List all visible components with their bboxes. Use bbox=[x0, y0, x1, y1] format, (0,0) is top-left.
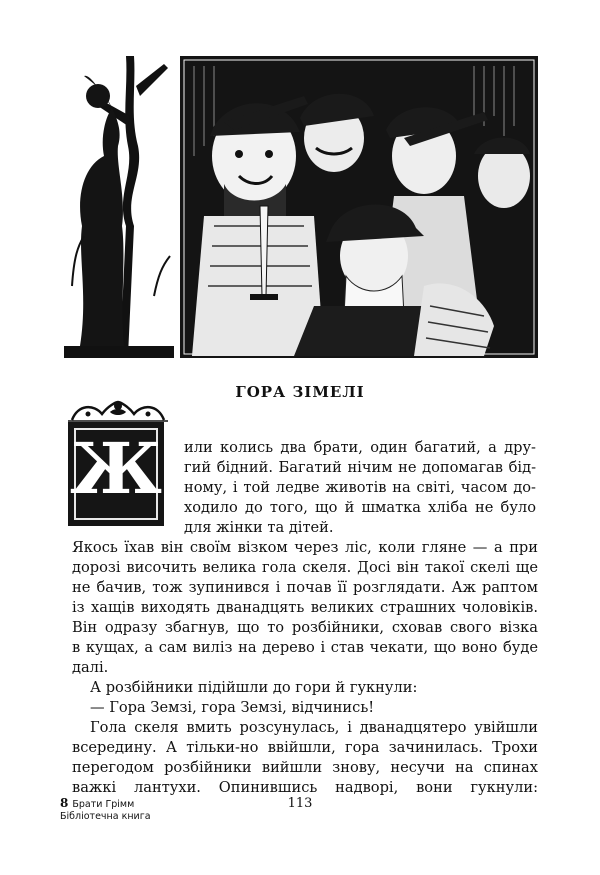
text-line: всередину. А тільки-но ввійшли, гора зачинилась. Трохи bbox=[72, 739, 538, 756]
text-line: для жінки та дітей. bbox=[184, 519, 334, 536]
text-line: Гола скеля вмить розсунулась, і дванадцятеро увійшли bbox=[90, 719, 538, 736]
text-line: із хащів виходять дванадцять великих страшних чоловіків. bbox=[72, 599, 538, 616]
floral-ornament-icon bbox=[68, 398, 168, 422]
drop-cap-letter: Ж bbox=[70, 427, 162, 510]
robbers-illustration-icon bbox=[64, 56, 538, 358]
text-line: Він одразу збагнув, що то розбійники, сховав свого візка bbox=[72, 619, 538, 636]
woodcut-illustration bbox=[64, 56, 538, 358]
text-line: в кущах, а сам виліз на дерево і став чекати, що воно буде bbox=[72, 639, 538, 656]
drop-cap bbox=[68, 422, 164, 526]
page-number: 113 bbox=[287, 796, 313, 811]
text-line: Якось їхав він своїм візком через ліс, коли гляне — а при bbox=[72, 539, 538, 556]
text-line: — Гора Земзі, гора Земзі, відчинись! bbox=[90, 699, 375, 716]
signature-number: 8 bbox=[60, 796, 69, 810]
text-line: далі. bbox=[72, 659, 109, 676]
text-line: гий бідний. Багатий нічим не допомагав бід- bbox=[184, 459, 536, 476]
chapter-title: ГОРА ЗІМЕЛІ bbox=[235, 383, 365, 401]
text-line: перегодом розбійники вийшли знову, несучи на спинах bbox=[72, 759, 538, 776]
footer-book-author: Брати Грімм bbox=[72, 799, 135, 810]
text-line: ному, і той ледве животів на світі, часом до- bbox=[184, 479, 536, 496]
text-line: дорозі височить велика гола скеля. Досі він такої скелі ще bbox=[72, 559, 538, 576]
text-line: важкі лантухи. Опинившись надворі, вони гукнули: bbox=[72, 779, 538, 796]
footer-series: Бібліотечна книга bbox=[60, 811, 151, 822]
text-line: не бачив, тож зупинився і почав її розглядати. Аж раптом bbox=[72, 579, 538, 596]
text-line: ходило до того, що й шматка хліба не було bbox=[184, 499, 536, 516]
text-line: А розбійники підійшли до гори й гукнули: bbox=[90, 679, 418, 696]
text-line: или колись два брати, один багатий, а дру- bbox=[184, 439, 536, 456]
silhouette-tree-figure bbox=[64, 56, 174, 358]
